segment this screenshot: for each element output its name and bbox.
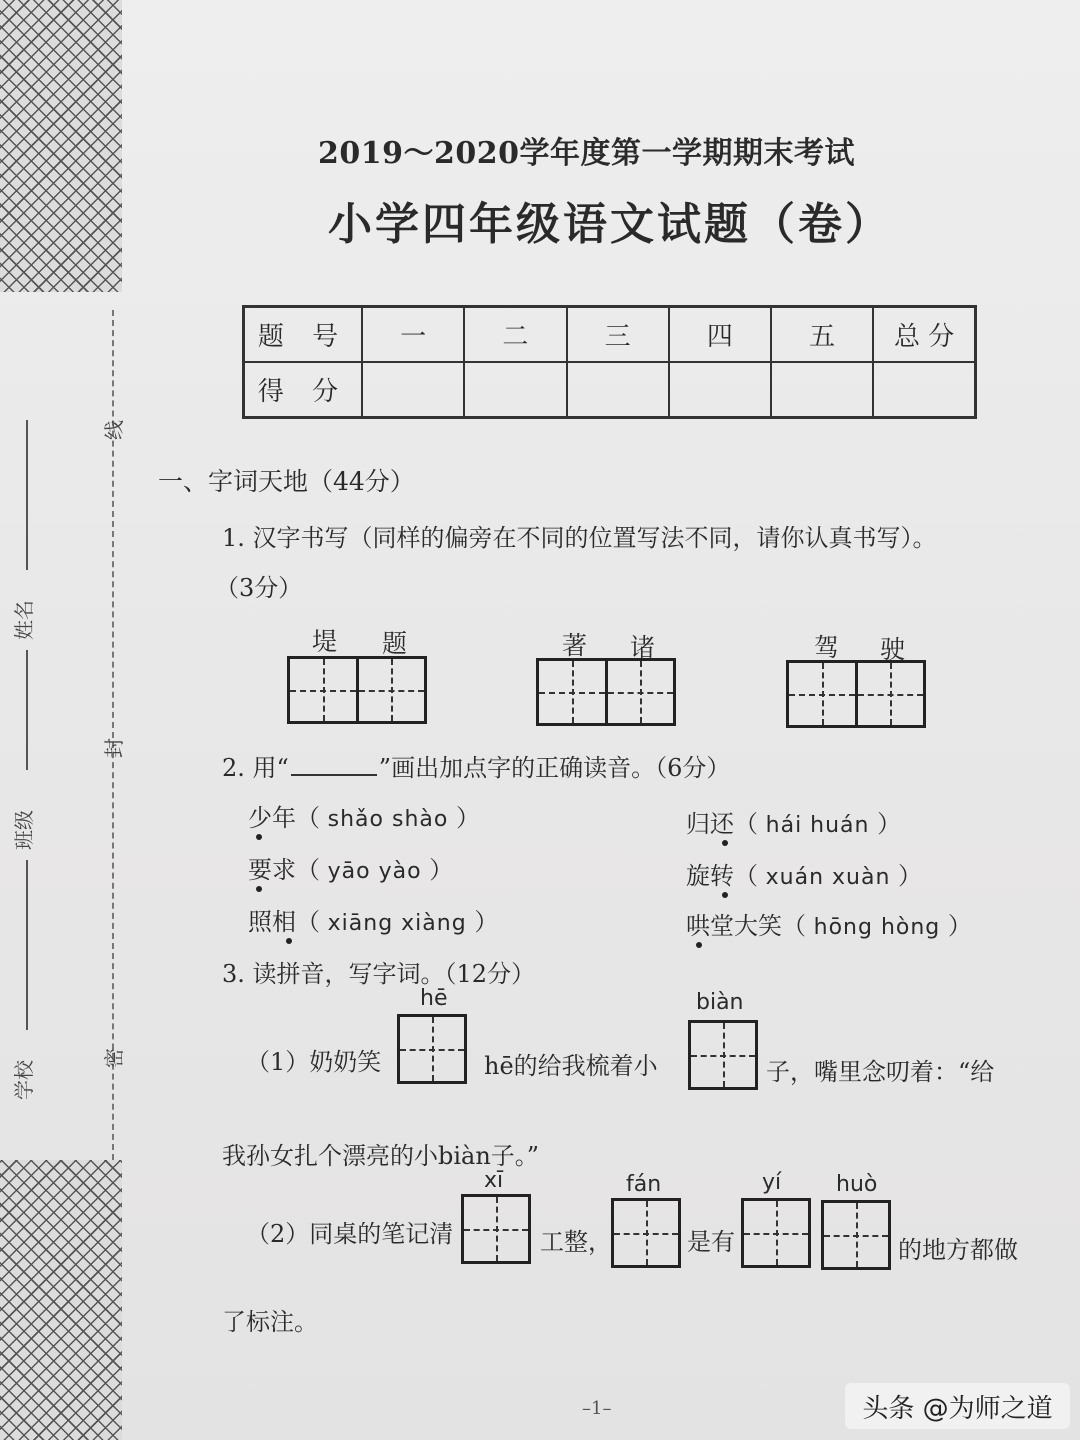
q3-sentence-1-part-3: 子，嘴里念叨着：“给 [766, 1058, 995, 1086]
emphasis-dot [256, 886, 262, 892]
section-title: 一、字词天地（44分） [158, 467, 415, 496]
pinyin-hint: xī [484, 1168, 504, 1193]
answer-box[interactable] [611, 1198, 681, 1268]
underline-sample [291, 774, 377, 776]
pronunciation-item[interactable]: 哄堂大笑（ hōng hòng ） [686, 912, 972, 940]
answer-box[interactable] [741, 1198, 811, 1268]
pinyin-hint: fán [626, 1172, 662, 1197]
margin-label-school: 学校 [12, 1060, 36, 1100]
score-header-cell: 三 [567, 307, 669, 363]
score-input-cell[interactable] [771, 362, 873, 418]
margin-label-class: 班级 [12, 810, 36, 850]
pronunciation-item[interactable]: 归还（ hái huán ） [686, 810, 902, 838]
q3-sentence-2-part-1: （2）同桌的笔记清 [246, 1220, 454, 1248]
exam-subtitle: 小学四年级语文试题（卷） [328, 199, 892, 250]
char-label: 著 [562, 631, 588, 660]
score-table [242, 305, 977, 419]
score-header-cell: 二 [464, 307, 566, 363]
margin-label-name: 姓名 [12, 600, 36, 640]
q3-sentence-1-part-4: 我孙女扎个漂亮的小biàn子。” [222, 1142, 540, 1170]
score-input-cell[interactable] [464, 362, 566, 418]
score-header-cell: 一 [362, 307, 464, 363]
margin-word-feng: 封 [102, 738, 126, 758]
q3-sentence-2-part-2: 工整， [540, 1228, 612, 1256]
emphasis-dot [696, 942, 702, 948]
score-input-cell[interactable] [669, 362, 771, 418]
char-label: 诸 [630, 633, 656, 662]
score-input-cell[interactable] [873, 362, 975, 418]
exam-title: 2019～2020学年度第一学期期末考试 [318, 136, 855, 171]
pinyin-hint: yí [762, 1170, 782, 1195]
question-1-prompt: 1. 汉字书写（同样的偏旁在不同的位置写法不同，请你认真书写）。 [222, 524, 937, 552]
answer-box[interactable] [461, 1194, 531, 1264]
margin-class-fill-line [26, 650, 28, 770]
margin-school-fill-line [26, 860, 28, 1030]
score-row-label: 得 分 [244, 362, 363, 418]
pronunciation-item[interactable]: 少年（ shǎo shào ） [248, 804, 480, 832]
binding-hatch-bottom [0, 1160, 122, 1440]
char-label: 堤 [312, 627, 338, 656]
pronunciation-item[interactable]: 旋转（ xuán xuàn ） [686, 862, 923, 890]
writing-grid[interactable] [536, 658, 676, 726]
score-header-cell: 四 [669, 307, 771, 363]
emphasis-dot [722, 840, 728, 846]
question-2-prompt: 2. 用“ ”画出加点字的正确读音。（6分） [222, 754, 731, 782]
score-input-cell[interactable] [362, 362, 464, 418]
answer-box[interactable] [688, 1020, 758, 1090]
margin-word-xian: 线 [102, 420, 126, 440]
char-label: 驾 [814, 633, 840, 662]
question-1-points: （3分） [215, 574, 303, 602]
q3-sentence-2-part-5: 了标注。 [222, 1308, 318, 1336]
answer-box[interactable] [397, 1014, 467, 1084]
pronunciation-item[interactable]: 照相（ xiāng xiàng ） [248, 908, 499, 936]
pinyin-hint: hē [420, 986, 448, 1011]
pinyin-hint: huò [836, 1172, 878, 1197]
emphasis-dot [286, 938, 292, 944]
score-input-cell[interactable] [567, 362, 669, 418]
question-3-prompt: 3. 读拼音，写字词。（12分） [222, 960, 536, 988]
emphasis-dot [256, 834, 262, 840]
char-label: 驶 [880, 635, 906, 664]
pinyin-hint: biàn [696, 990, 744, 1015]
q3-sentence-2-part-3: 是有 [687, 1228, 735, 1256]
q3-sentence-1-part-2: hē的给我梳着小 [484, 1052, 658, 1080]
emphasis-dot [722, 892, 728, 898]
q3-sentence-1-part-1: （1）奶奶笑 [246, 1048, 382, 1076]
writing-grid[interactable] [287, 656, 427, 724]
binding-hatch-top [0, 0, 122, 292]
margin-name-fill-line [26, 420, 28, 570]
q3-sentence-2-part-4: 的地方都做 [898, 1236, 1018, 1264]
answer-box[interactable] [821, 1200, 891, 1270]
margin-word-mi: 密 [102, 1048, 126, 1068]
char-label: 题 [382, 629, 408, 658]
score-header-label: 题 号 [244, 307, 363, 363]
score-table-header-row [244, 307, 976, 363]
score-header-cell: 五 [771, 307, 873, 363]
pronunciation-item[interactable]: 要求（ yāo yào ） [248, 856, 454, 884]
score-header-cell: 总 分 [873, 307, 975, 363]
watermark: 头条 @为师之道 [845, 1383, 1070, 1429]
page-number: –1– [582, 1398, 612, 1419]
writing-grid[interactable] [786, 660, 926, 728]
score-table-score-row [244, 362, 976, 418]
